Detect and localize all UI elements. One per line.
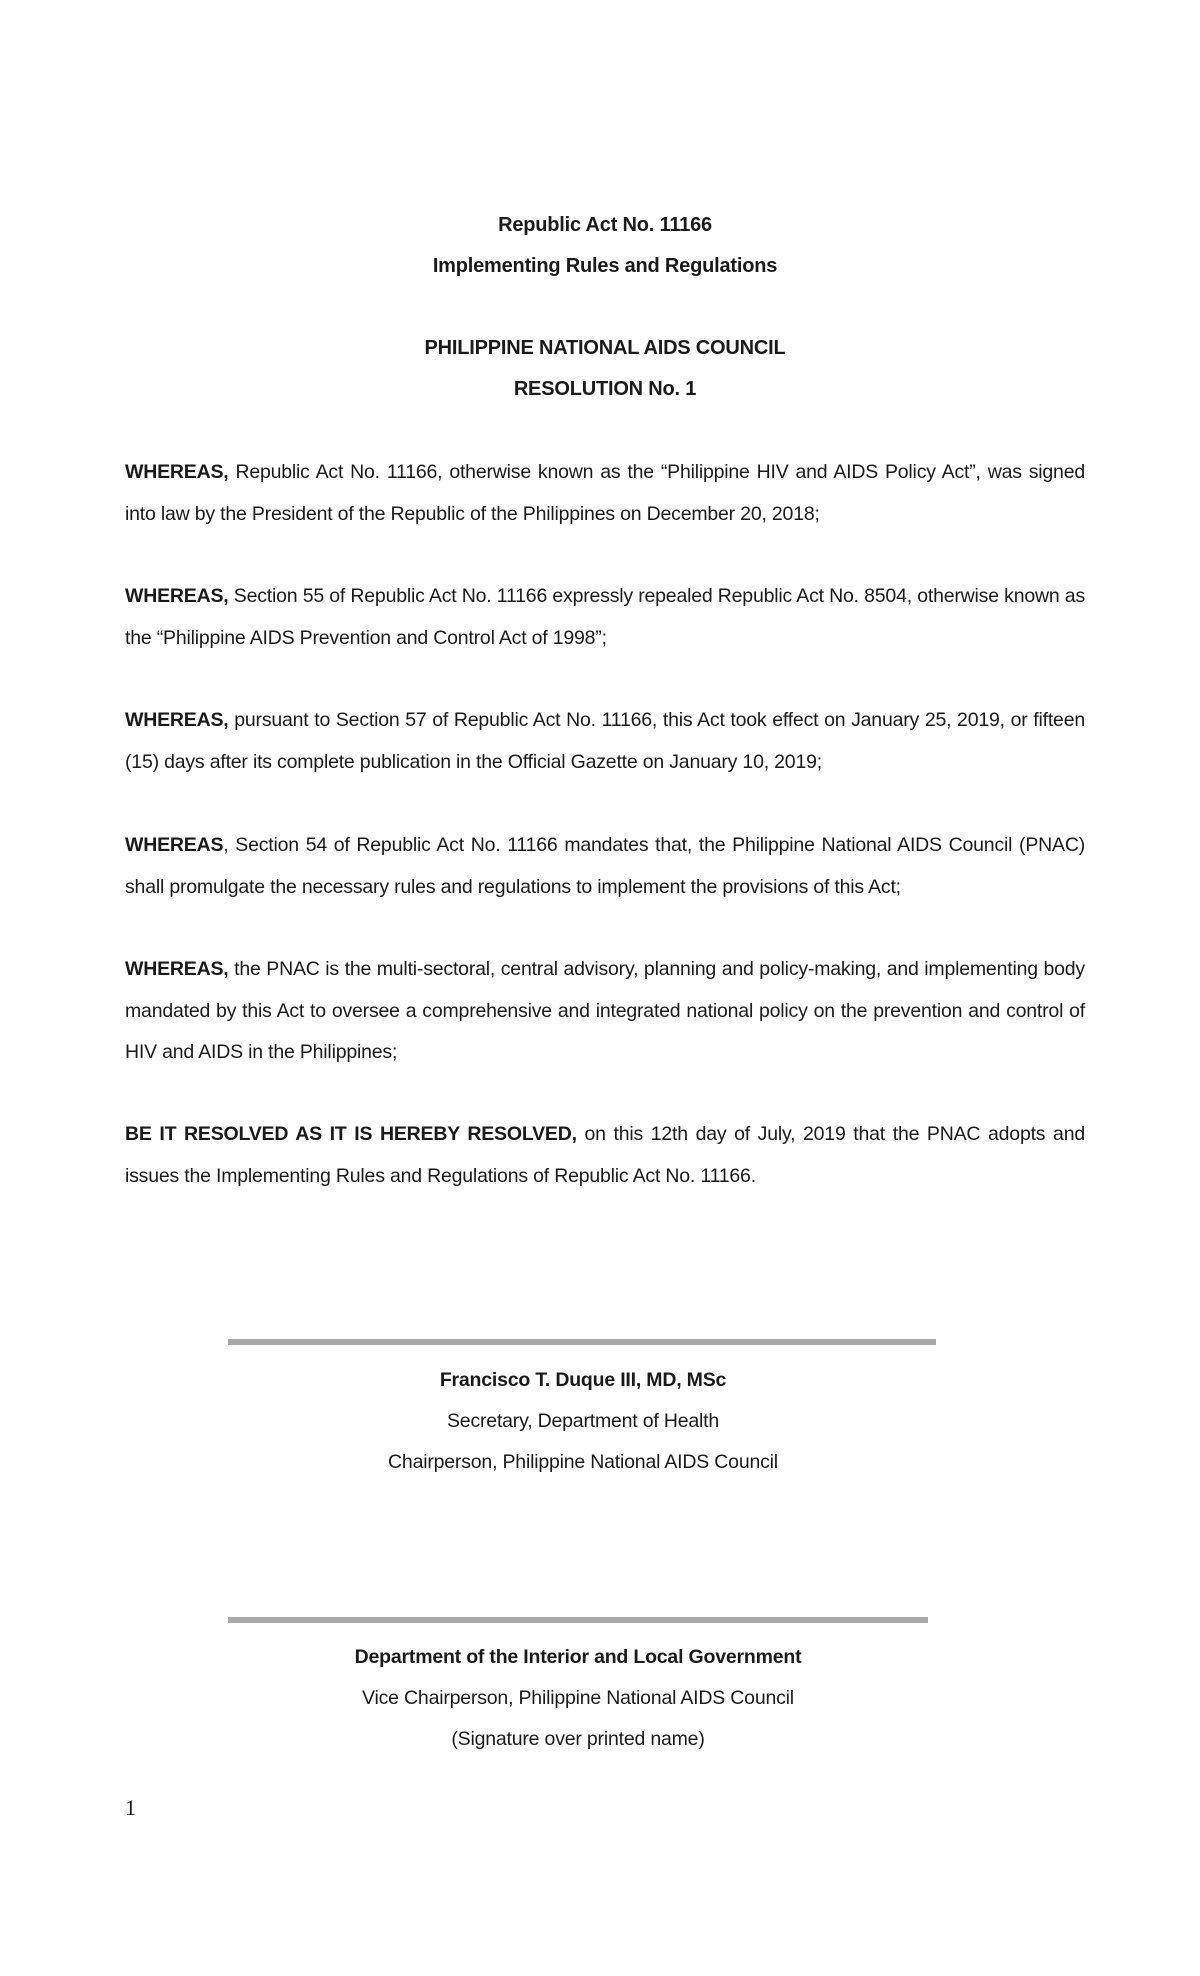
paragraph-lead: WHEREAS,	[125, 958, 229, 980]
paragraph-text: Republic Act No. 11166, otherwise known as the “Philippine HIV and AIDS Policy Act”, was signed into law by the President of the Republic of the Philippines on December 20, 2018;	[125, 461, 1085, 525]
signatory-name: Francisco T. Duque III, MD, MSc	[439, 1369, 727, 1391]
whereas-paragraph-3	[125, 700, 1085, 783]
document-header	[125, 205, 1085, 410]
paragraph-text: Section 55 of Republic Act No. 11166 expressly repealed Republic Act No. 8504, otherwise known as the “Philippine AIDS Prevention and Control Act of 1998”;	[125, 585, 1085, 649]
council-name: PHILIPPINE NATIONAL AIDS COUNCIL	[424, 337, 786, 359]
paragraph-lead: WHEREAS	[125, 834, 224, 856]
whereas-paragraph-5	[125, 949, 1085, 1074]
whereas-paragraph-4	[125, 825, 1085, 908]
page-number: 1	[125, 1795, 136, 1820]
paragraph-text: the PNAC is the multi-sectoral, central advisory, planning and policy-making, and implementing body mandated by this Act to oversee a comprehensive and integrated national policy on the prevention and control of HIV and AIDS in the Philippines;	[125, 958, 1085, 1063]
act-number: Republic Act No. 11166	[498, 214, 712, 236]
whereas-paragraph-1	[125, 452, 1085, 535]
irr-title: Implementing Rules and Regulations	[432, 255, 778, 277]
signatory-block-2	[0, 1637, 1178, 1760]
resolved-paragraph	[125, 1114, 1085, 1197]
paragraph-text: , Section 54 of Republic Act No. 11166 mandates that, the Philippine National AIDS Council (PNAC) shall promulgate the necessary rules and regulations to implement the provisions of this Act;	[125, 834, 1085, 898]
signatory-name: Department of the Interior and Local Government	[354, 1646, 802, 1668]
signature-line-2	[228, 1617, 928, 1623]
paragraph-lead: WHEREAS,	[125, 709, 229, 731]
signatory-block-1	[0, 1360, 1183, 1483]
signatory-title: Vice Chairperson, Philippine National AIDS Council	[362, 1687, 794, 1709]
paragraph-text: pursuant to Section 57 of Republic Act No. 11166, this Act took effect on January 25, 2019, or fifteen (15) days after its complete publication in the Official Gazette on January 10, 2019;	[125, 709, 1085, 773]
paragraph-text: on this 12th day of July, 2019 that the PNAC adopts and issues the Implementing Rules and Regulations of Republic Act No. 11166.	[125, 1123, 1085, 1187]
whereas-paragraph-2	[125, 576, 1085, 659]
paragraph-lead: WHEREAS,	[125, 585, 229, 607]
signature-note: (Signature over printed name)	[451, 1728, 705, 1750]
resolution-number: RESOLUTION No. 1	[513, 378, 697, 400]
signature-line-1	[228, 1339, 936, 1345]
paragraph-lead: BE IT RESOLVED AS IT IS HEREBY RESOLVED,	[125, 1123, 577, 1145]
signatory-title: Secretary, Department of Health	[447, 1410, 719, 1432]
signatory-role: Chairperson, Philippine National AIDS Council	[388, 1451, 778, 1473]
paragraph-lead: WHEREAS,	[125, 461, 229, 483]
